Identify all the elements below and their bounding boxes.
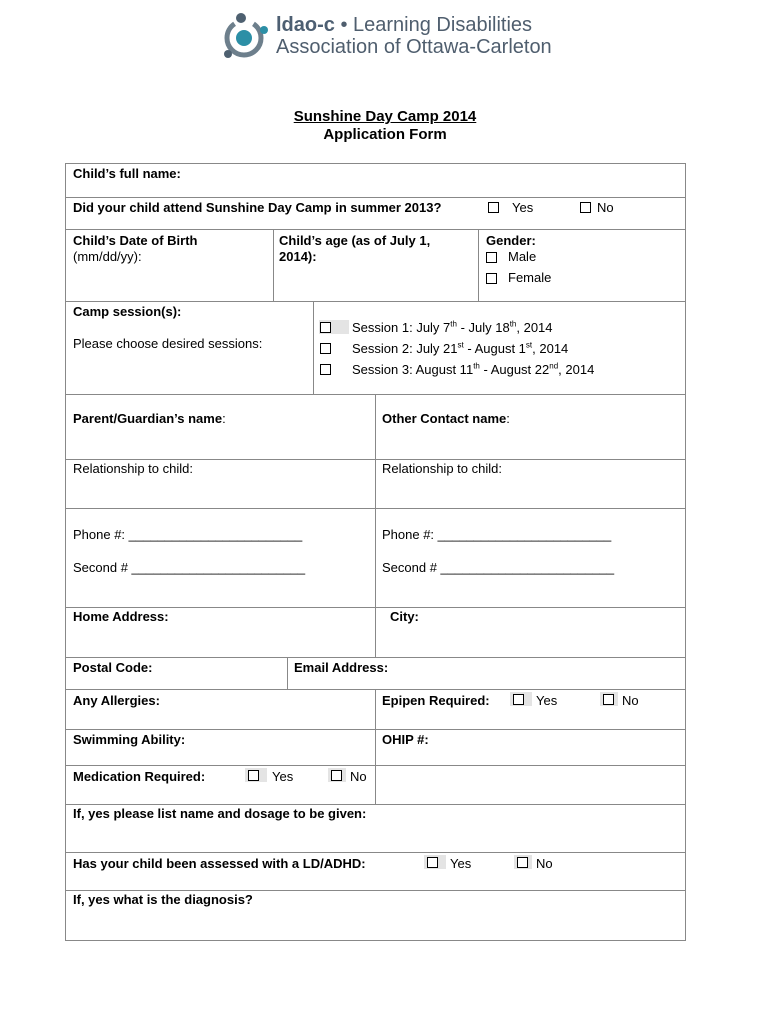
gender-male-checkbox[interactable] xyxy=(486,252,497,263)
attended-no-checkbox[interactable] xyxy=(580,202,591,213)
dob-format: (mm/dd/yy): xyxy=(73,249,142,264)
other-contact-label: Other Contact name: xyxy=(382,411,510,426)
epipen-no-label: No xyxy=(622,693,639,708)
choose-sessions-label: Please choose desired sessions: xyxy=(73,336,263,351)
second-phone-right-label: Second # ________________________ xyxy=(382,560,615,575)
session1-checkbox[interactable] xyxy=(320,322,331,333)
logo-line1-rest: Learning Disabilities xyxy=(353,14,533,36)
allergies-label: Any Allergies: xyxy=(73,693,160,708)
epipen-yes-checkbox[interactable] xyxy=(513,694,524,705)
gender-female-checkbox[interactable] xyxy=(486,273,497,284)
gender-female-label: Female xyxy=(508,270,552,285)
assessed-label: Has your child been assessed with a LD/ADHD: xyxy=(73,856,366,871)
assessed-yes-checkbox[interactable] xyxy=(427,857,438,868)
logo-line1: ldao-c • Learning Disabilities xyxy=(276,14,533,36)
age-label-2: 2014): xyxy=(279,249,317,264)
session2-checkbox[interactable] xyxy=(320,343,331,354)
medication-label: Medication Required: xyxy=(73,769,206,784)
attended-question: Did your child attend Sunshine Day Camp in summer 2013? xyxy=(73,200,442,215)
child-name-label: Child’s full name: xyxy=(73,166,181,181)
epipen-no-checkbox[interactable] xyxy=(603,694,614,705)
form-subtitle: Application Form xyxy=(323,126,447,143)
parent-name-label: Parent/Guardian’s name: xyxy=(73,411,226,426)
dob-label: Child’s Date of Birth xyxy=(73,233,198,248)
logo-brand: ldao-c xyxy=(276,14,335,36)
city-label: City: xyxy=(390,609,419,624)
ldao-c-logo-icon xyxy=(220,10,270,62)
form-title: Sunshine Day Camp 2014 xyxy=(293,108,477,125)
attended-no-label: No xyxy=(597,200,614,215)
attended-yes-checkbox[interactable] xyxy=(488,202,499,213)
phone-left-label: Phone #: ________________________ xyxy=(73,527,303,542)
gender-male-label: Male xyxy=(508,249,537,264)
medication-no-label: No xyxy=(350,769,367,784)
session3-checkbox[interactable] xyxy=(320,364,331,375)
ohip-label: OHIP #: xyxy=(382,732,429,747)
gender-label: Gender: xyxy=(486,233,536,248)
postal-code-label: Postal Code: xyxy=(73,660,153,675)
phone-right-label: Phone #: ________________________ xyxy=(382,527,612,542)
age-label-1: Child’s age (as of July 1, xyxy=(279,233,431,248)
home-address-label: Home Address: xyxy=(73,609,169,624)
session2-label: Session 2: July 21st - August 1st, 2014 xyxy=(352,340,569,356)
session1-label: Session 1: July 7th - July 18th, 2014 xyxy=(352,319,553,335)
epipen-label: Epipen Required: xyxy=(382,693,490,708)
diagnosis-label: If, yes what is the diagnosis? xyxy=(73,892,253,907)
medication-yes-label: Yes xyxy=(272,769,294,784)
logo-line2: Association of Ottawa-Carleton xyxy=(276,36,552,58)
medication-yes-checkbox[interactable] xyxy=(248,770,259,781)
relationship-left-label: Relationship to child: xyxy=(73,461,193,476)
attended-yes-label: Yes xyxy=(512,200,534,215)
assessed-no-label: No xyxy=(536,856,553,871)
camp-sessions-label: Camp session(s): xyxy=(73,304,182,319)
epipen-yes-label: Yes xyxy=(536,693,558,708)
email-label: Email Address: xyxy=(294,660,389,675)
medication-no-checkbox[interactable] xyxy=(331,770,342,781)
assessed-no-checkbox[interactable] xyxy=(517,857,528,868)
dosage-label: If, yes please list name and dosage to be given: xyxy=(73,806,367,821)
swimming-label: Swimming Ability: xyxy=(73,732,186,747)
assessed-yes-label: Yes xyxy=(450,856,472,871)
second-phone-left-label: Second # ________________________ xyxy=(73,560,306,575)
session3-label: Session 3: August 11th - August 22nd, 2014 xyxy=(352,361,595,377)
relationship-right-label: Relationship to child: xyxy=(382,461,502,476)
